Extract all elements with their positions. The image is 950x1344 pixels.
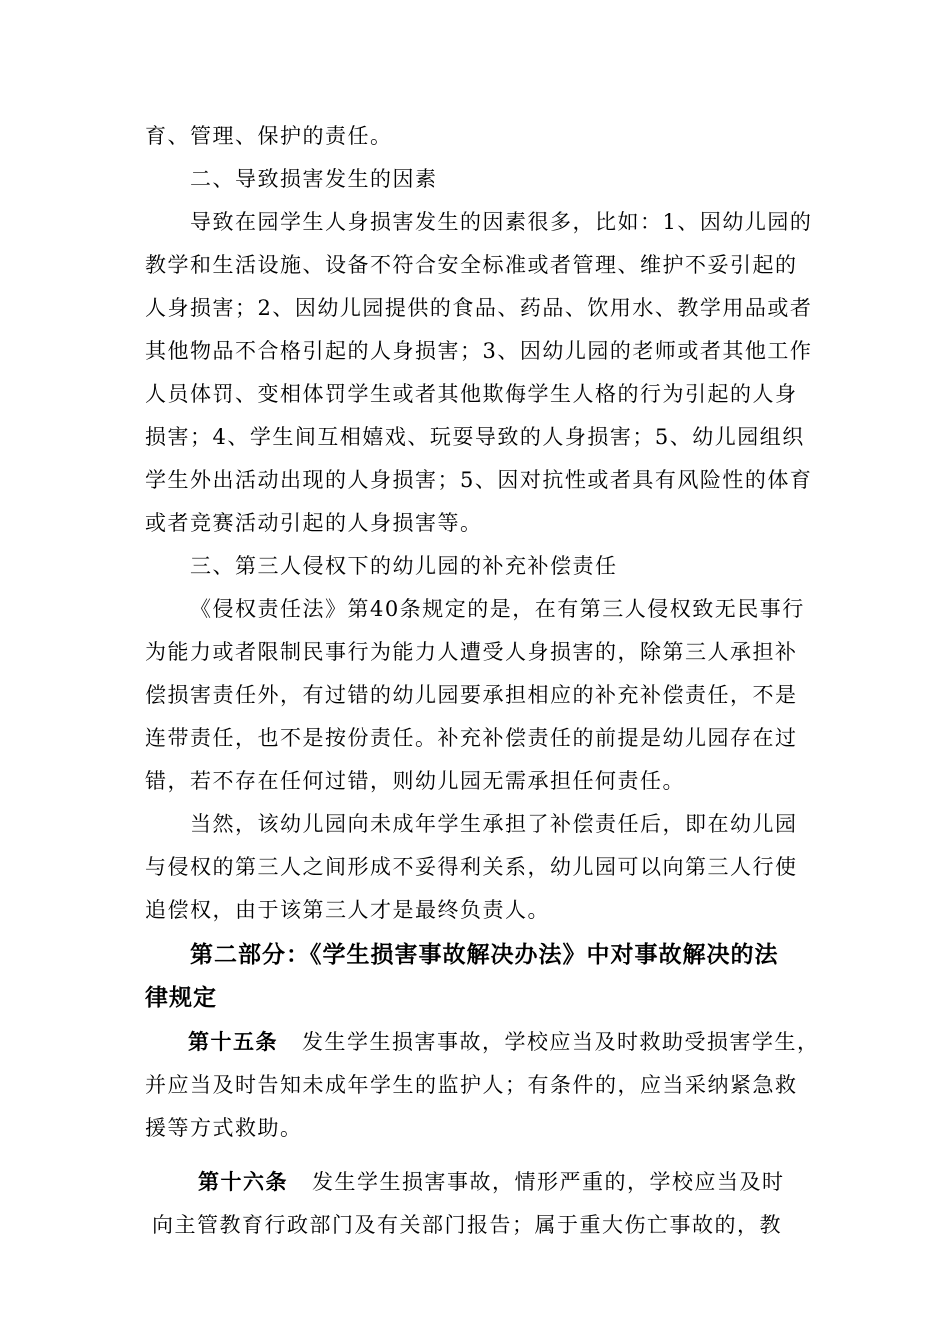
part-heading-line1: 第二部分：《学生损害事故解决办法》中对事故解决的法 <box>190 942 779 968</box>
paragraph-line: 损害；4、学生间互相嬉戏、玩耍导致的人身损害；5、幼儿园组织 <box>145 425 805 449</box>
paragraph-line: 人员体罚、变相体罚学生或者其他欺侮学生人格的行为引起的人身 <box>145 382 798 406</box>
article-16-text: 发生学生损害事故，情形严重的，学校应当及时 <box>312 1170 785 1194</box>
article-16-label: 第十六条 <box>198 1170 288 1194</box>
article-15-first-line <box>188 1027 820 1057</box>
article-16-first-line <box>198 1167 785 1197</box>
part-heading-line2: 律规定 <box>145 985 217 1011</box>
article-15-label: 第十五条 <box>188 1030 278 1054</box>
paragraph-line: 并应当及时告知未成年学生的监护人；有条件的，应当采纳紧急救 <box>145 1073 798 1097</box>
paragraph-line: 《侵权责任法》第40条规定的是，在有第三人侵权致无民事行 <box>190 597 805 621</box>
paragraph-line: 人身损害；2、因幼儿园提供的食品、药品、饮用水、教学用品或者 <box>145 296 813 320</box>
paragraph-line: 导致在园学生人身损害发生的因素很多，比如：1、因幼儿园的 <box>190 210 813 234</box>
paragraph-line: 育、管理、保护的责任。 <box>145 124 393 148</box>
paragraph-line: 错，若不存在任何过错，则幼儿园无需承担任何责任。 <box>145 769 685 793</box>
paragraph-line: 教学和生活设施、设备不符合安全标准或者管理、维护不妥引起的 <box>145 253 798 277</box>
paragraph-line: 偿损害责任外，有过错的幼儿园要承担相应的补充补偿责任，不是 <box>145 683 798 707</box>
article-15-text: 发生学生损害事故，学校应当及时救助受损害学生， <box>302 1030 820 1054</box>
paragraph-line: 援等方式救助。 <box>145 1116 303 1140</box>
section-heading-2: 二、导致损害发生的因素 <box>190 167 438 191</box>
paragraph-line: 连带责任，也不是按份责任。补充补偿责任的前提是幼儿园存在过 <box>145 726 798 750</box>
paragraph-line: 学生外出活动出现的人身损害；5、因对抗性或者具有风险性的体育 <box>145 468 813 492</box>
paragraph-line: 追偿权，由于该第三人才是最终负责人。 <box>145 898 550 922</box>
paragraph-line: 其他物品不合格引起的人身损害；3、因幼儿园的老师或者其他工作 <box>145 339 813 363</box>
paragraph-line: 与侵权的第三人之间形成不妥得利关系，幼儿园可以向第三人行使 <box>145 855 798 879</box>
paragraph-line: 向主管教育行政部门及有关部门报告；属于重大伤亡事故的，教 <box>152 1213 782 1237</box>
section-heading-3: 三、第三人侵权下的幼儿园的补充补偿责任 <box>190 554 618 578</box>
paragraph-line: 当然，该幼儿园向未成年学生承担了补偿责任后，即在幼儿园 <box>190 812 798 836</box>
paragraph-line: 或者竞赛活动引起的人身损害等。 <box>145 511 483 535</box>
paragraph-line: 为能力或者限制民事行为能力人遭受人身损害的，除第三人承担补 <box>145 640 798 664</box>
